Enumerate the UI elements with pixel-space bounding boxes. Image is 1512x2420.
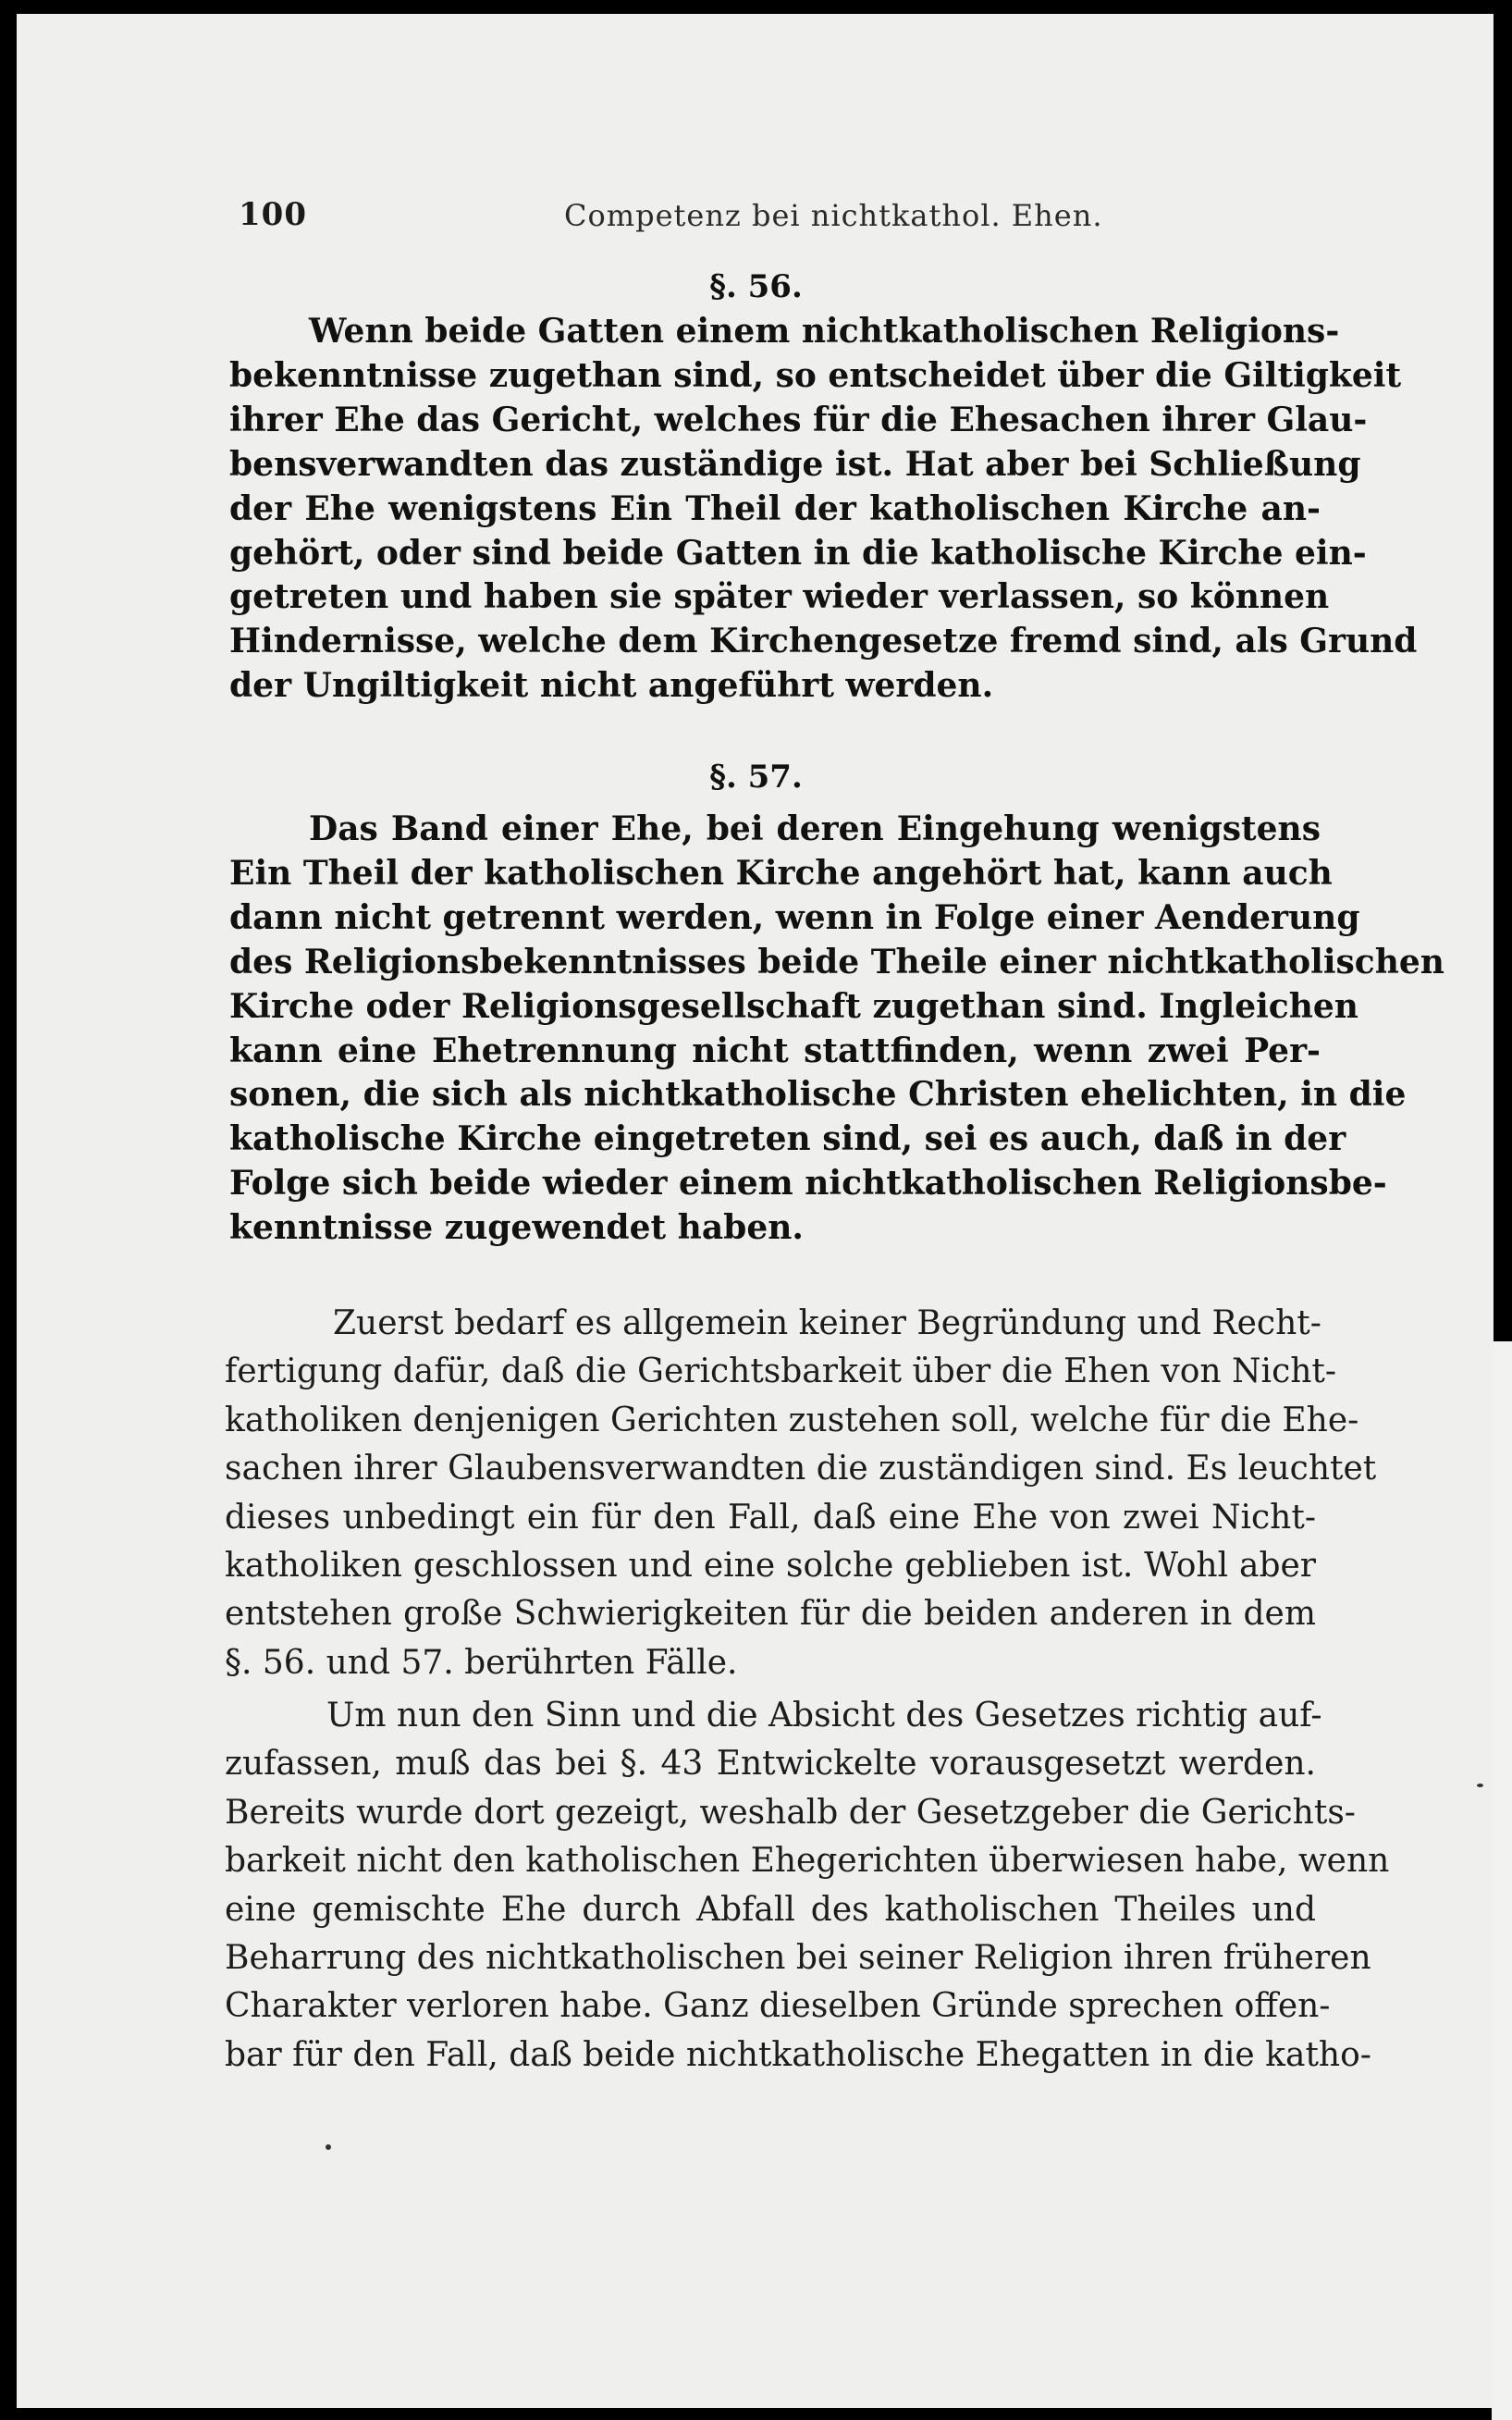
text-line: sonen, die sich als nichtkatholische Christen ehelichten, in die (229, 1075, 1407, 1115)
text-line: kann eine Ehetrennung nicht stattfinden, wenn zwei Per- (229, 1031, 1321, 1070)
text-line: gehört, oder sind beide Gatten in die katholische Kirche ein- (229, 533, 1367, 573)
section-57-text (229, 808, 1444, 1251)
text-line: kenntnisse zugewendet haben. (229, 1208, 804, 1248)
text-line: dann nicht getrennt werden, wenn in Folge einer Aenderung (229, 897, 1360, 937)
text-line: Um nun den Sinn und die Absicht des Gesetzes richtig auf- (326, 1697, 1322, 1735)
text-line: der Ungiltigkeit nicht angeführt werden. (229, 666, 994, 706)
text-line: Zuerst bedarf es allgemein keiner Begründung und Recht- (333, 1304, 1321, 1342)
text-line: bekenntnisse zugethan sind, so entscheidet über die Giltigkeit (229, 355, 1402, 395)
text-line: barkeit nicht den katholischen Ehegerichten überwiesen habe, wenn (225, 1842, 1390, 1881)
text-line: Bereits wurde dort gezeigt, weshalb der Gesetzgeber die Gerichts- (225, 1793, 1356, 1832)
text-line: Wenn beide Gatten einem nichtkatholischen Religions- (309, 312, 1340, 351)
text-line: Ein Theil der katholischen Kirche angehört hat, kann auch (229, 853, 1333, 893)
text-line: entstehen große Schwierigkeiten für die beiden anderen in dem (225, 1595, 1316, 1634)
text-line: fertigung dafür, daß die Gerichtsbarkeit über die Ehen von Nicht- (225, 1352, 1337, 1391)
text-line: der Ehe wenigstens Ein Theil der katholischen Kirche an- (229, 488, 1321, 528)
text-line: Beharrung des nichtkatholischen bei seiner Religion ihren früheren (225, 1939, 1371, 1978)
text-line: Charakter verloren habe. Ganz dieselben Gründe sprechen offen- (225, 1987, 1331, 2026)
text-line: Kirche oder Religionsgesellschaft zugethan sind. Ingleichen (229, 986, 1358, 1026)
text-line: Folge sich beide wieder einem nichtkatholischen Religionsbe- (229, 1164, 1387, 1204)
text-line: katholiken denjenigen Gerichten zustehen soll, welche für die Ehe- (225, 1401, 1359, 1439)
page-number: 100 (239, 196, 307, 233)
text-line: eine gemischte Ehe durch Abfall des katholischen Theiles und (225, 1890, 1316, 1929)
text-line: bensverwandten das zuständige ist. Hat aber bei Schließung (229, 444, 1361, 484)
section-57-heading: §. 57. (709, 759, 803, 796)
commentary-paragraph-2 (225, 1692, 1390, 2080)
text-line: dieses unbedingt ein für den Fall, daß eine Ehe von zwei Nicht- (225, 1498, 1316, 1537)
text-line: katholiken geschlossen und eine solche geblieben ist. Wohl aber (225, 1547, 1316, 1586)
section-56-heading: §. 56. (709, 268, 803, 305)
ink-speck (1477, 1784, 1483, 1787)
page-edge (1492, 1341, 1512, 2420)
text-line: getreten und haben sie später wieder verlassen, so können (229, 577, 1330, 617)
running-head: Competenz bei nichtkathol. Ehen. (564, 198, 1103, 233)
ink-speck (326, 2144, 331, 2150)
text-line: sachen ihrer Glaubensverwandten die zuständigen sind. Es leuchtet (225, 1450, 1377, 1488)
text-line: bar für den Fall, daß beide nichtkatholische Ehegatten in die katho- (225, 2035, 1371, 2074)
page-header (220, 192, 1325, 239)
text-line: Das Band einer Ehe, bei deren Eingehung wenigstens (309, 809, 1321, 848)
text-line: Hindernisse, welche dem Kirchengesetze fremd sind, als Grund (229, 622, 1418, 661)
text-line: ihrer Ehe das Gericht, welches für die Ehesachen ihrer Glau- (229, 400, 1368, 439)
section-56-text (229, 310, 1418, 709)
text-line: §. 56. und 57. berührten Fälle. (225, 1643, 738, 1682)
commentary-paragraph-1 (225, 1300, 1377, 1687)
text-line: zufassen, muß das bei §. 43 Entwickelte vorausgesetzt werden. (225, 1745, 1316, 1784)
text-line: katholische Kirche eingetreten sind, sei es auch, daß in der (229, 1119, 1346, 1159)
text-line: des Religionsbekenntnisses beide Theile einer nichtkatholischen (229, 942, 1444, 982)
